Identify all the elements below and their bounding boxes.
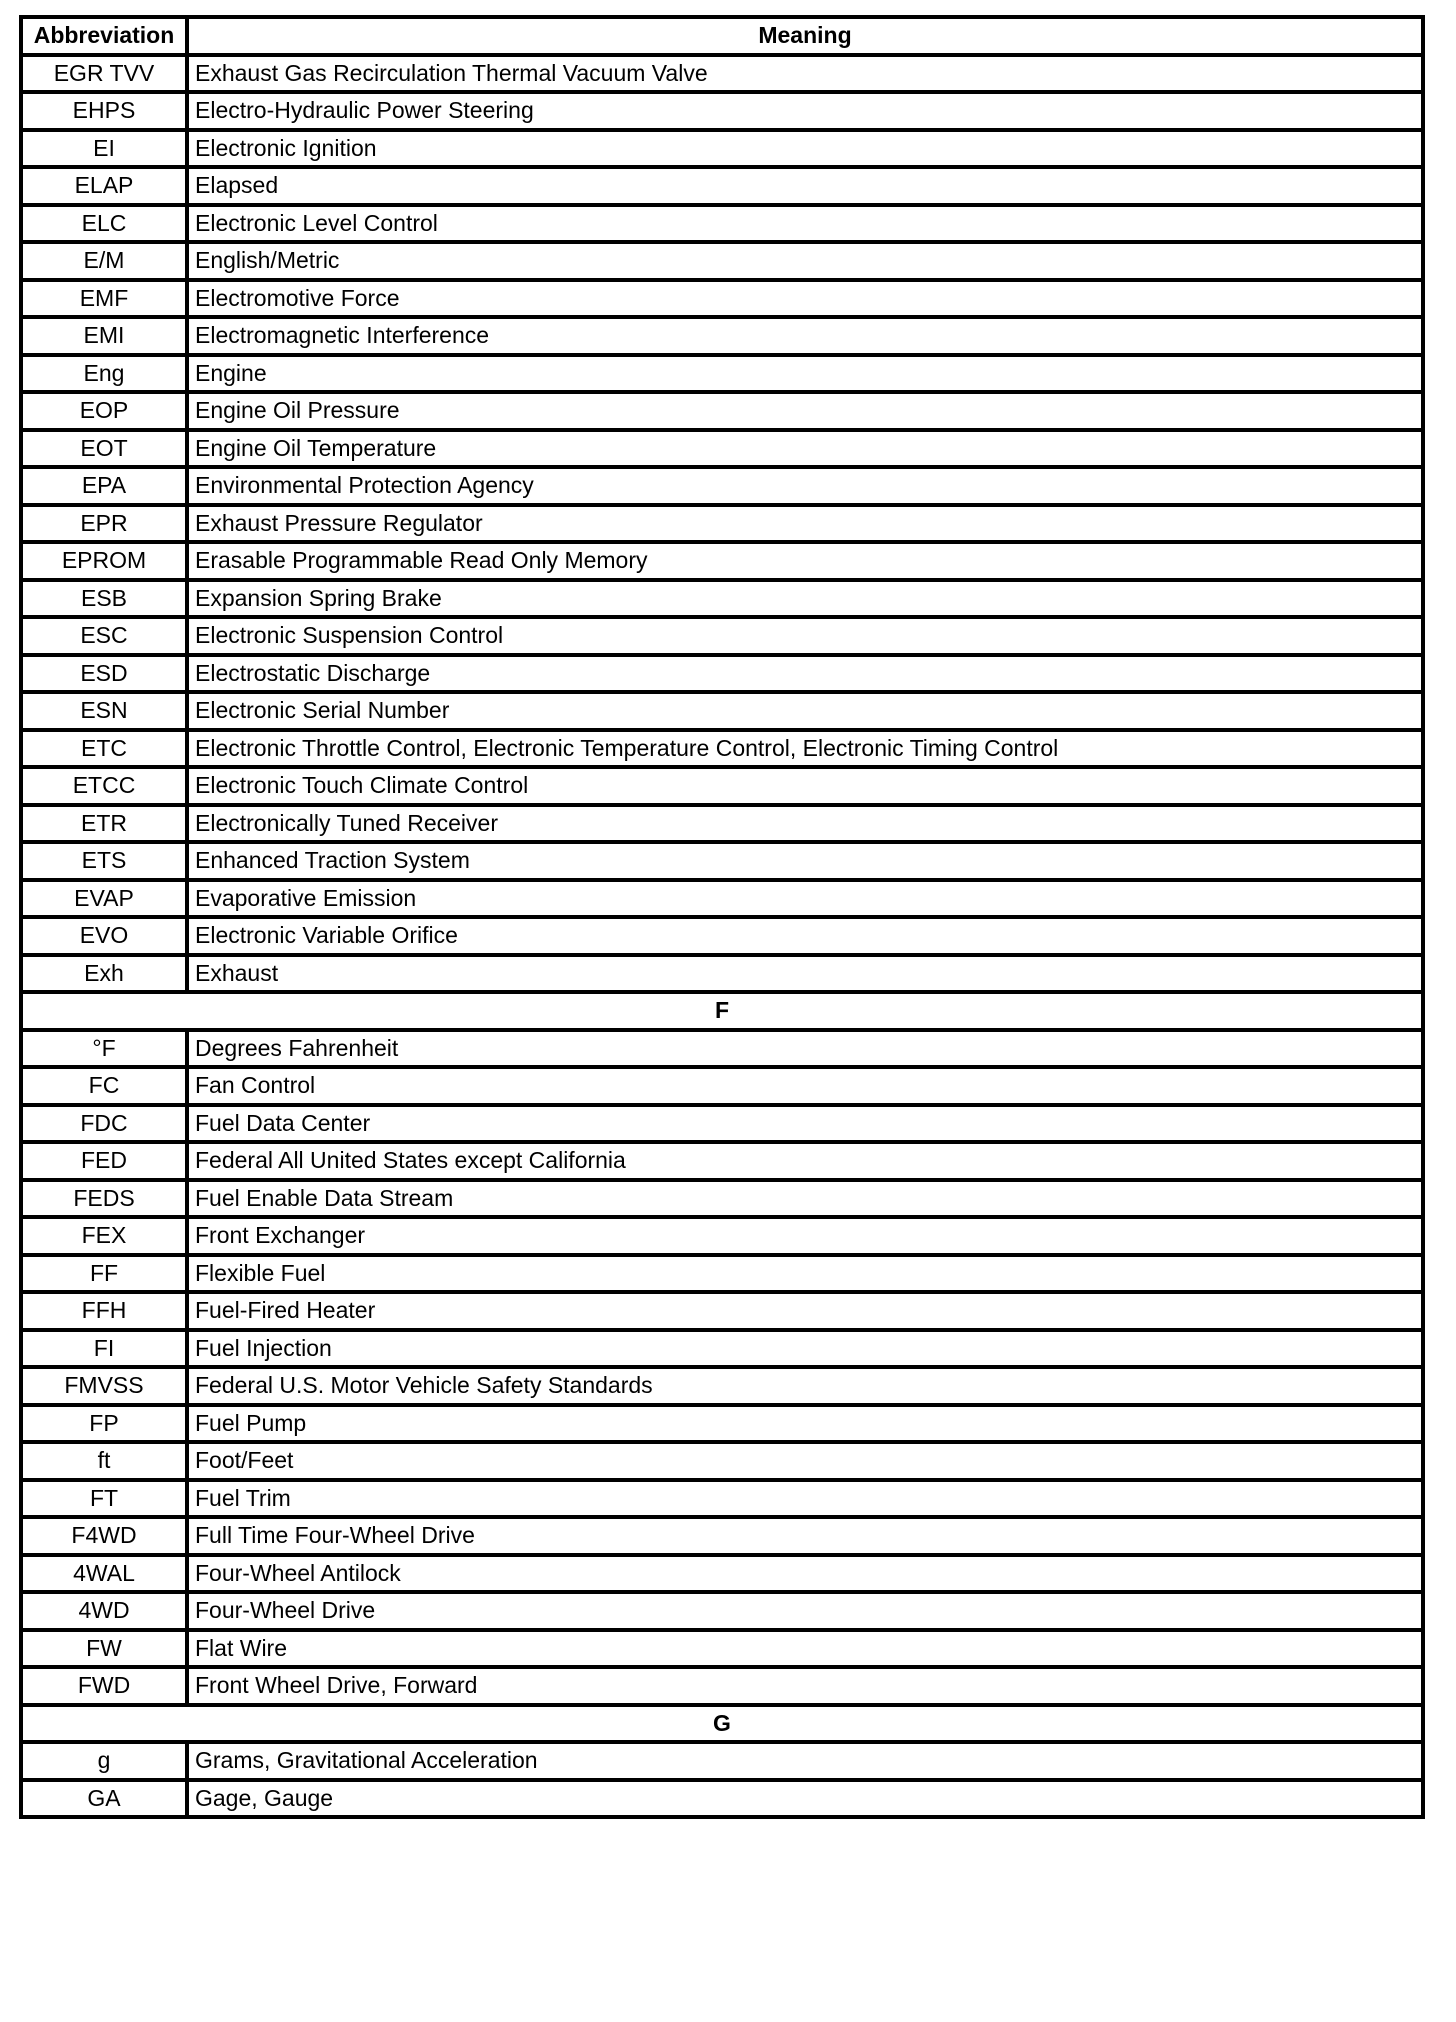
abbreviation-cell: ETR	[21, 805, 187, 843]
table-row	[21, 1405, 1423, 1443]
meaning-cell: Electronic Suspension Control	[187, 617, 1423, 655]
meaning-cell: Fuel Trim	[187, 1480, 1423, 1518]
section-header-row	[21, 992, 1423, 1030]
abbreviation-cell: EMI	[21, 317, 187, 355]
section-header-row	[21, 1705, 1423, 1743]
table-row	[21, 1667, 1423, 1705]
table-row	[21, 505, 1423, 543]
abbreviation-cell: ESD	[21, 655, 187, 693]
abbreviation-cell: Eng	[21, 355, 187, 393]
meaning-cell: Federal U.S. Motor Vehicle Safety Standards	[187, 1367, 1423, 1405]
table-row	[21, 1030, 1423, 1068]
table-row	[21, 1480, 1423, 1518]
table-row	[21, 467, 1423, 505]
meaning-cell: Environmental Protection Agency	[187, 467, 1423, 505]
meaning-cell: Gage, Gauge	[187, 1780, 1423, 1818]
section-letter: G	[21, 1705, 1423, 1743]
abbreviation-cell: ft	[21, 1442, 187, 1480]
table-row	[21, 617, 1423, 655]
meaning-cell: Four-Wheel Antilock	[187, 1555, 1423, 1593]
abbreviation-cell: FEX	[21, 1217, 187, 1255]
table-row	[21, 1555, 1423, 1593]
table-row	[21, 1742, 1423, 1780]
table-row	[21, 167, 1423, 205]
meaning-cell: Exhaust	[187, 955, 1423, 993]
abbreviation-cell: GA	[21, 1780, 187, 1818]
table-row	[21, 280, 1423, 318]
table-row	[21, 1592, 1423, 1630]
table-row	[21, 655, 1423, 693]
abbreviation-cell: ESB	[21, 580, 187, 618]
table-row	[21, 1255, 1423, 1293]
meaning-cell: Federal All United States except California	[187, 1142, 1423, 1180]
table-row	[21, 1367, 1423, 1405]
meaning-cell: Front Exchanger	[187, 1217, 1423, 1255]
abbreviation-cell: E/M	[21, 242, 187, 280]
abbreviation-cell: EMF	[21, 280, 187, 318]
abbreviation-cell: ELAP	[21, 167, 187, 205]
meaning-cell: Electronic Variable Orifice	[187, 917, 1423, 955]
table-row	[21, 92, 1423, 130]
table-row	[21, 1292, 1423, 1330]
abbreviation-cell: FF	[21, 1255, 187, 1293]
meaning-cell: Electronic Level Control	[187, 205, 1423, 243]
abbreviation-column-header: Abbreviation	[21, 17, 187, 55]
meaning-cell: Enhanced Traction System	[187, 842, 1423, 880]
abbreviation-cell: EPA	[21, 467, 187, 505]
abbreviation-cell: 4WAL	[21, 1555, 187, 1593]
abbreviation-cell: FT	[21, 1480, 187, 1518]
meaning-cell: Exhaust Gas Recirculation Thermal Vacuum Valve	[187, 55, 1423, 93]
abbreviation-cell: ETC	[21, 730, 187, 768]
meaning-cell: Fuel Injection	[187, 1330, 1423, 1368]
abbreviation-cell: EPR	[21, 505, 187, 543]
table-row	[21, 767, 1423, 805]
meaning-cell: Degrees Fahrenheit	[187, 1030, 1423, 1068]
abbreviation-cell: FFH	[21, 1292, 187, 1330]
table-row	[21, 430, 1423, 468]
abbreviation-cell: FDC	[21, 1105, 187, 1143]
meaning-cell: Elapsed	[187, 167, 1423, 205]
abbreviation-cell: FI	[21, 1330, 187, 1368]
table-row	[21, 130, 1423, 168]
abbreviation-cell: ESC	[21, 617, 187, 655]
table-row	[21, 392, 1423, 430]
meaning-cell: Electromagnetic Interference	[187, 317, 1423, 355]
abbreviation-cell: EOT	[21, 430, 187, 468]
abbreviation-cell: EGR TVV	[21, 55, 187, 93]
meaning-cell: Electronic Ignition	[187, 130, 1423, 168]
meaning-cell: Fuel Data Center	[187, 1105, 1423, 1143]
meaning-cell: Fuel Pump	[187, 1405, 1423, 1443]
table-row	[21, 542, 1423, 580]
meaning-cell: Grams, Gravitational Acceleration	[187, 1742, 1423, 1780]
meaning-cell: Electronic Serial Number	[187, 692, 1423, 730]
meaning-cell: Engine Oil Pressure	[187, 392, 1423, 430]
table-row	[21, 1217, 1423, 1255]
abbreviation-cell: °F	[21, 1030, 187, 1068]
meaning-cell: Foot/Feet	[187, 1442, 1423, 1480]
table-row	[21, 1517, 1423, 1555]
section-letter: F	[21, 992, 1423, 1030]
abbreviation-cell: FEDS	[21, 1180, 187, 1218]
meaning-cell: Electronic Throttle Control, Electronic Temperature Control, Electronic Timing Control	[187, 730, 1423, 768]
table-row	[21, 1142, 1423, 1180]
meaning-cell: Fuel Enable Data Stream	[187, 1180, 1423, 1218]
abbreviation-cell: EHPS	[21, 92, 187, 130]
abbreviation-cell: g	[21, 1742, 187, 1780]
table-row	[21, 1330, 1423, 1368]
table-row	[21, 1780, 1423, 1818]
abbreviation-cell: F4WD	[21, 1517, 187, 1555]
table-row	[21, 730, 1423, 768]
meaning-cell: Electromotive Force	[187, 280, 1423, 318]
abbreviation-cell: EVAP	[21, 880, 187, 918]
abbreviation-cell: ETS	[21, 842, 187, 880]
table-row	[21, 1442, 1423, 1480]
meaning-cell: Erasable Programmable Read Only Memory	[187, 542, 1423, 580]
meaning-cell: Electronically Tuned Receiver	[187, 805, 1423, 843]
table-header-row	[21, 17, 1423, 55]
meaning-cell: Evaporative Emission	[187, 880, 1423, 918]
meaning-cell: Expansion Spring Brake	[187, 580, 1423, 618]
abbreviation-table	[19, 15, 1425, 1819]
table-row	[21, 205, 1423, 243]
meaning-cell: Four-Wheel Drive	[187, 1592, 1423, 1630]
abbreviation-cell: FED	[21, 1142, 187, 1180]
abbreviation-cell: 4WD	[21, 1592, 187, 1630]
meaning-cell: Fuel-Fired Heater	[187, 1292, 1423, 1330]
table-row	[21, 917, 1423, 955]
abbreviation-cell: EVO	[21, 917, 187, 955]
abbreviation-cell: FP	[21, 1405, 187, 1443]
table-row	[21, 955, 1423, 993]
table-row	[21, 355, 1423, 393]
table-body	[21, 55, 1423, 1818]
abbreviation-cell: EI	[21, 130, 187, 168]
meaning-column-header: Meaning	[187, 17, 1423, 55]
meaning-cell: Front Wheel Drive, Forward	[187, 1667, 1423, 1705]
meaning-cell: Electro-Hydraulic Power Steering	[187, 92, 1423, 130]
meaning-cell: Flat Wire	[187, 1630, 1423, 1668]
table-row	[21, 1630, 1423, 1668]
meaning-cell: Flexible Fuel	[187, 1255, 1423, 1293]
meaning-cell: Fan Control	[187, 1067, 1423, 1105]
abbreviation-cell: ELC	[21, 205, 187, 243]
table-row	[21, 1067, 1423, 1105]
abbreviation-cell: FW	[21, 1630, 187, 1668]
abbreviation-cell: Exh	[21, 955, 187, 993]
table-row	[21, 580, 1423, 618]
meaning-cell: Exhaust Pressure Regulator	[187, 505, 1423, 543]
table-row	[21, 55, 1423, 93]
abbreviation-cell: EPROM	[21, 542, 187, 580]
abbreviation-cell: EOP	[21, 392, 187, 430]
meaning-cell: Full Time Four-Wheel Drive	[187, 1517, 1423, 1555]
table-row	[21, 805, 1423, 843]
table-row	[21, 1180, 1423, 1218]
abbreviation-cell: ESN	[21, 692, 187, 730]
table-row	[21, 880, 1423, 918]
meaning-cell: Electronic Touch Climate Control	[187, 767, 1423, 805]
table-row	[21, 317, 1423, 355]
table-row	[21, 692, 1423, 730]
meaning-cell: Engine	[187, 355, 1423, 393]
meaning-cell: Engine Oil Temperature	[187, 430, 1423, 468]
abbreviation-cell: FWD	[21, 1667, 187, 1705]
table-row	[21, 1105, 1423, 1143]
table-row	[21, 842, 1423, 880]
meaning-cell: Electrostatic Discharge	[187, 655, 1423, 693]
abbreviation-cell: ETCC	[21, 767, 187, 805]
meaning-cell: English/Metric	[187, 242, 1423, 280]
abbreviation-cell: FC	[21, 1067, 187, 1105]
abbreviation-cell: FMVSS	[21, 1367, 187, 1405]
table-row	[21, 242, 1423, 280]
